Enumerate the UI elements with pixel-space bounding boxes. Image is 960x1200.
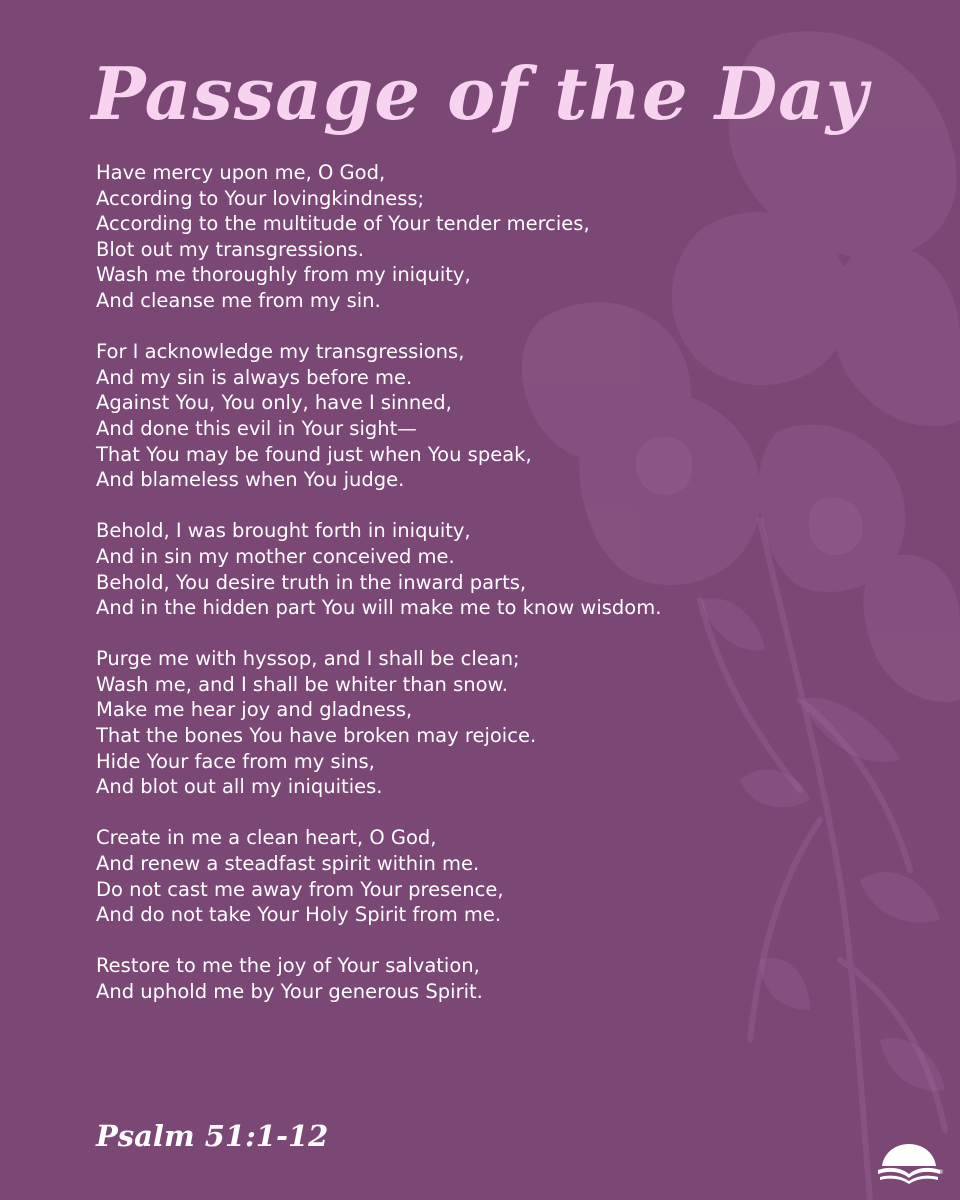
verse-line: And blameless when You judge. <box>96 468 405 492</box>
open-book-sunrise-icon <box>876 1140 942 1184</box>
verse-line: Restore to me the joy of Your salvation, <box>96 954 480 978</box>
page-title: Passage of the Day <box>91 51 869 136</box>
verse-line: Create in me a clean heart, O God, <box>96 826 437 850</box>
verse-line: For I acknowledge my transgressions, <box>96 340 465 364</box>
verse-line: Purge me with hyssop, and I shall be clean; <box>96 647 520 671</box>
registered-mark: ® <box>938 1169 944 1176</box>
verse-line: And in sin my mother conceived me. <box>96 544 455 568</box>
verse-line: And blot out all my iniquities. <box>96 775 383 799</box>
verse-line: Behold, You desire truth in the inward parts, <box>96 570 527 594</box>
verse-line: Do not cast me away from Your presence, <box>96 877 504 901</box>
stanza-4 <box>96 646 896 800</box>
stanza-2 <box>96 339 896 493</box>
verse-line: Wash me thoroughly from my iniquity, <box>96 263 471 287</box>
verse-line: That the bones You have broken may rejoice. <box>96 724 537 748</box>
scripture-reference: Psalm 51:1-12 <box>96 1119 329 1153</box>
verse-line: Make me hear joy and gladness, <box>96 698 413 722</box>
verse-line: Against You, You only, have I sinned, <box>96 391 452 415</box>
scripture-passage <box>96 160 896 1030</box>
verse-line: And my sin is always before me. <box>96 365 413 389</box>
verse-line: That You may be found just when You speak, <box>96 442 532 466</box>
verse-line: And done this evil in Your sight— <box>96 416 417 440</box>
stanza-6 <box>96 953 896 1004</box>
verse-line: Hide Your face from my sins, <box>96 749 375 773</box>
stanza-5 <box>96 825 896 927</box>
verse-line: Behold, I was brought forth in iniquity, <box>96 519 471 543</box>
verse-line: And cleanse me from my sin. <box>96 288 381 312</box>
stanza-3 <box>96 518 896 620</box>
verse-line: And renew a steadfast spirit within me. <box>96 852 480 876</box>
verse-line: And uphold me by Your generous Spirit. <box>96 980 483 1003</box>
stanza-1 <box>96 160 896 314</box>
verse-line: Have mercy upon me, O God, <box>96 161 386 184</box>
verse-line: Wash me, and I shall be whiter than snow. <box>96 672 508 696</box>
verse-line: According to the multitude of Your tender mercies, <box>96 212 590 236</box>
verse-line: According to Your lovingkindness; <box>96 186 425 210</box>
verse-line: And do not take Your Holy Spirit from me. <box>96 903 502 927</box>
verse-line: Blot out my transgressions. <box>96 237 364 261</box>
verse-line: And in the hidden part You will make me to know wisdom. <box>96 596 662 620</box>
